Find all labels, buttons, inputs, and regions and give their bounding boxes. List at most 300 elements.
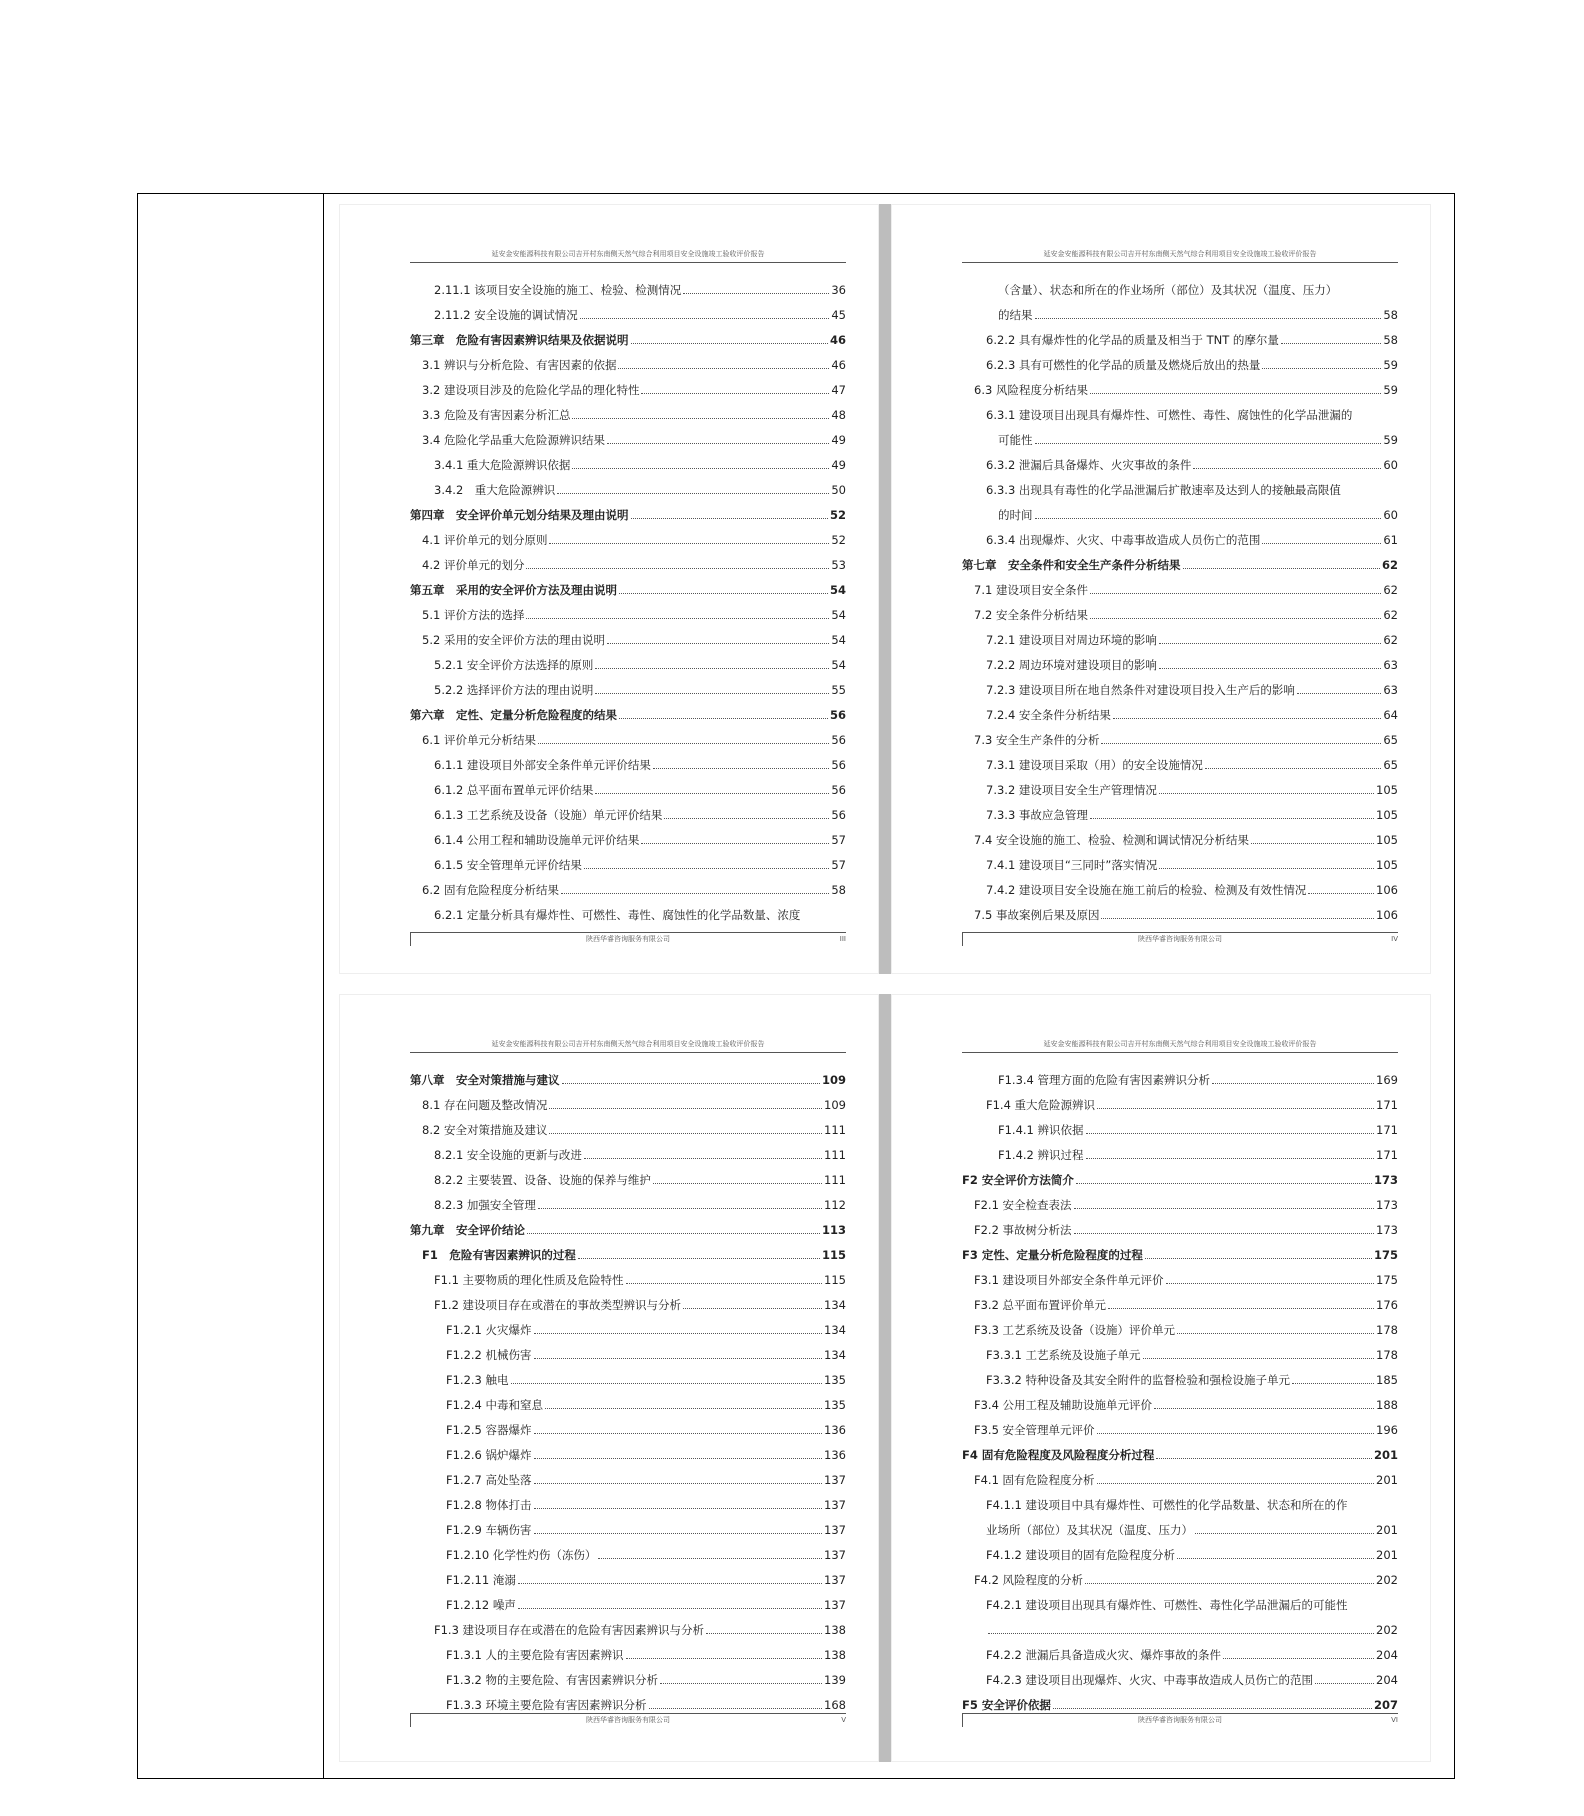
toc-entry-title: 6.3 风险程度分析结果: [974, 383, 1088, 397]
toc-entry-page: 54: [831, 608, 846, 622]
toc-entry[interactable]: [410, 447, 846, 472]
toc-entry[interactable]: [410, 1312, 846, 1337]
toc-entry-title: 可能性: [998, 433, 1033, 447]
toc-entry[interactable]: [962, 1237, 1398, 1262]
dot-leader: [626, 1283, 822, 1284]
page-number: III: [839, 935, 846, 943]
toc-entry-page: 202: [1376, 1573, 1398, 1587]
dot-leader: [1262, 368, 1381, 369]
toc-entry-title: F1.2.1 火灾爆炸: [446, 1323, 532, 1337]
toc-entry[interactable]: [410, 697, 846, 722]
toc-entry-title: F1.2.12 噪声: [446, 1598, 516, 1612]
toc-entry-title: 6.1 评价单元分析结果: [422, 733, 536, 747]
toc-entry[interactable]: [410, 1237, 846, 1262]
toc-entry[interactable]: [962, 1412, 1398, 1437]
toc-entry[interactable]: [962, 747, 1398, 772]
toc-entry-page: 173: [1376, 1223, 1398, 1237]
running-footer: [962, 932, 1398, 947]
dot-leader: [626, 1658, 823, 1659]
toc-entry[interactable]: [410, 497, 846, 522]
dot-leader: [549, 1108, 822, 1109]
toc-entry-title: F4.2.3 建设项目出现爆炸、火灾、中毒事故造成人员伤亡的范围: [986, 1673, 1314, 1687]
toc-entry-title: F2.1 安全检查表法: [974, 1198, 1072, 1212]
toc-entry-title: F3.5 安全管理单元评价: [974, 1423, 1095, 1437]
toc-entry[interactable]: [962, 572, 1398, 597]
toc-entry-title: 6.3.1 建设项目出现具有爆炸性、可燃性、毒性、腐蚀性的化学品泄漏的: [986, 408, 1353, 422]
toc-entry-page: 136: [824, 1423, 846, 1437]
toc-entry-page: 111: [824, 1148, 846, 1162]
toc-entry-title: F1.4 重大危险源辨识: [986, 1098, 1096, 1112]
dot-leader: [1195, 1533, 1374, 1534]
dot-leader: [1090, 393, 1381, 394]
toc-entry-title: 7.3.1 建设项目采取（用）的安全设施情况: [986, 758, 1203, 772]
dot-leader: [1177, 1558, 1374, 1559]
toc-entry[interactable]: [962, 497, 1398, 522]
toc-entry[interactable]: [962, 672, 1398, 697]
dot-leader: [683, 1308, 822, 1309]
toc-entry[interactable]: [410, 472, 846, 497]
dot-leader: [1090, 818, 1374, 819]
dot-leader: [1090, 593, 1381, 594]
dot-leader: [572, 468, 829, 469]
toc-entry[interactable]: [410, 1587, 846, 1612]
toc-entry[interactable]: [962, 1137, 1398, 1162]
toc-entry-title: 7.2.3 建设项目所在地自然条件对建设项目投入生产后的影响: [986, 683, 1295, 697]
footer-company: 陕西华睿咨询服务有限公司: [586, 1716, 670, 1724]
toc-entry-title: 第九章 安全评价结论: [410, 1223, 525, 1237]
toc-entry[interactable]: [962, 1512, 1398, 1537]
toc-entry[interactable]: [962, 272, 1398, 297]
toc-entry[interactable]: [410, 797, 846, 822]
toc-entry-title: 第五章 采用的安全评价方法及理由说明: [410, 583, 617, 597]
toc-page-vi: [891, 994, 1431, 1762]
dot-leader: [706, 1633, 822, 1634]
toc-entry-page: 50: [831, 483, 846, 497]
toc-entry-page: 111: [824, 1123, 846, 1137]
running-footer: [410, 1713, 846, 1728]
toc-entry-page: 204: [1376, 1648, 1398, 1662]
toc-entry-page: 175: [1376, 1273, 1398, 1287]
toc-entry[interactable]: [410, 822, 846, 847]
toc-entry[interactable]: [410, 397, 846, 422]
dot-leader: [534, 1458, 823, 1459]
dot-leader: [595, 693, 829, 694]
toc-entry[interactable]: [962, 772, 1398, 797]
dot-leader: [1097, 1433, 1374, 1434]
dot-leader: [1177, 1333, 1374, 1334]
toc-entry[interactable]: [410, 1187, 846, 1212]
toc-entry-title: 7.2.2 周边环境对建设项目的影响: [986, 658, 1157, 672]
dot-leader: [607, 443, 829, 444]
toc-entry-title: 3.3 危险及有害因素分析汇总: [422, 408, 571, 422]
dot-leader: [534, 1533, 823, 1534]
toc-entry[interactable]: [962, 1087, 1398, 1112]
toc-entry-page: 135: [824, 1373, 846, 1387]
toc-entry-title: F1.2.8 物体打击: [446, 1498, 532, 1512]
toc-entry-title: 7.3.3 事故应急管理: [986, 808, 1088, 822]
toc-entry[interactable]: [962, 1687, 1398, 1712]
toc-entry-page: 134: [824, 1298, 846, 1312]
toc-entry[interactable]: [410, 547, 846, 572]
toc-entry[interactable]: [410, 1337, 846, 1362]
toc-entry[interactable]: [962, 322, 1398, 347]
toc-entry-title: 8.1 存在问题及整改情况: [422, 1098, 548, 1112]
dot-leader: [534, 1483, 823, 1484]
toc-entry[interactable]: [962, 1487, 1398, 1512]
dot-leader: [1159, 643, 1381, 644]
toc-entry[interactable]: [410, 272, 846, 297]
dot-leader: [649, 1708, 823, 1709]
toc-entry[interactable]: [962, 1462, 1398, 1487]
toc-entry[interactable]: [962, 1262, 1398, 1287]
toc-entry-page: 171: [1376, 1148, 1398, 1162]
toc-entry-title: F4 固有危险程度及风险程度分析过程: [962, 1448, 1155, 1462]
toc-entry-title: 3.2 建设项目涉及的危险化学品的理化特性: [422, 383, 640, 397]
toc-entry[interactable]: [962, 822, 1398, 847]
toc-entry-title: 7.5 事故案例后果及原因: [974, 908, 1100, 922]
toc-list: [962, 272, 1398, 922]
dot-leader: [538, 743, 829, 744]
toc-entry[interactable]: [962, 297, 1398, 322]
toc-entry[interactable]: [962, 1287, 1398, 1312]
toc-entry-title: F1.2.7 高处坠落: [446, 1473, 532, 1487]
dot-leader: [1145, 1258, 1372, 1259]
toc-entry-title: F4.2.2 泄漏后具备造成火灾、爆炸事故的条件: [986, 1648, 1222, 1662]
toc-entry[interactable]: [410, 347, 846, 372]
dot-leader: [660, 1683, 822, 1684]
toc-entry[interactable]: [962, 1112, 1398, 1137]
toc-entry-title: 第三章 危险有害因素辨识结果及依据说明: [410, 333, 629, 347]
toc-entry-title: 7.2.1 建设项目对周边环境的影响: [986, 633, 1157, 647]
toc-entry[interactable]: [962, 797, 1398, 822]
dot-leader: [1292, 1383, 1374, 1384]
toc-entry[interactable]: [962, 1437, 1398, 1462]
toc-entry-title: F1.4.2 辨识过程: [998, 1148, 1084, 1162]
toc-entry-page: 105: [1376, 833, 1398, 847]
toc-entry[interactable]: [410, 1162, 846, 1187]
toc-entry-title: 第八章 安全对策措施与建议: [410, 1073, 560, 1087]
toc-entry[interactable]: [962, 1212, 1398, 1237]
toc-entry[interactable]: [410, 1287, 846, 1312]
dot-leader: [1159, 793, 1374, 794]
toc-entry-title: 业场所（部位）及其状况（温度、压力）: [986, 1523, 1193, 1537]
toc-entry-page: 196: [1376, 1423, 1398, 1437]
page-gutter-top: [879, 204, 891, 974]
toc-entry[interactable]: [962, 422, 1398, 447]
dot-leader: [1035, 443, 1382, 444]
dot-leader: [1315, 1683, 1374, 1684]
toc-entry-title: F2 安全评价方法简介: [962, 1173, 1074, 1187]
toc-entry-page: 58: [1383, 308, 1398, 322]
dot-leader: [653, 768, 829, 769]
toc-entry[interactable]: [410, 1487, 846, 1512]
toc-entry-title: F1.3.1 人的主要危险有害因素辨识: [446, 1648, 624, 1662]
toc-entry-title: 6.2.2 具有爆炸性的化学品的质量及相当于 TNT 的摩尔量: [986, 333, 1279, 347]
toc-entry[interactable]: [410, 1562, 846, 1587]
dot-leader: [641, 393, 829, 394]
toc-entry[interactable]: [962, 1662, 1398, 1687]
toc-entry-title: F1.2.9 车辆伤害: [446, 1523, 532, 1537]
toc-entry-title: F3.4 公用工程及辅助设施单元评价: [974, 1398, 1153, 1412]
toc-entry[interactable]: [962, 472, 1398, 497]
toc-page-iv: [891, 204, 1431, 974]
toc-entry[interactable]: [410, 1462, 846, 1487]
toc-entry[interactable]: [962, 372, 1398, 397]
page-number: IV: [1391, 935, 1398, 943]
dot-leader: [1193, 468, 1381, 469]
toc-entry-page: 58: [1383, 333, 1398, 347]
toc-entry-page: 59: [1383, 433, 1398, 447]
dot-leader: [1183, 568, 1380, 569]
toc-entry[interactable]: [962, 847, 1398, 872]
toc-entry-title: F1.2.4 中毒和窒息: [446, 1398, 544, 1412]
footer-company: 陕西华睿咨询服务有限公司: [1138, 1716, 1222, 1724]
dot-leader: [1262, 543, 1381, 544]
toc-entry-title: 5.2 采用的安全评价方法的理由说明: [422, 633, 605, 647]
toc-entry-page: 61: [1383, 533, 1398, 547]
toc-entry[interactable]: [410, 647, 846, 672]
toc-entry[interactable]: [962, 597, 1398, 622]
toc-entry-title: F1.2 建设项目存在或潜在的事故类型辨识与分析: [434, 1298, 682, 1312]
toc-entry[interactable]: [410, 522, 846, 547]
toc-entry[interactable]: [410, 1262, 846, 1287]
toc-entry[interactable]: [410, 297, 846, 322]
toc-entry[interactable]: [410, 1412, 846, 1437]
toc-entry-page: 52: [829, 508, 846, 522]
toc-entry-page: 54: [831, 633, 846, 647]
toc-entry-page: 56: [829, 708, 846, 722]
dot-leader: [1090, 618, 1381, 619]
toc-entry[interactable]: [410, 572, 846, 597]
toc-entry[interactable]: [962, 1562, 1398, 1587]
toc-entry-page: 188: [1376, 1398, 1398, 1412]
toc-entry-page: 115: [821, 1248, 846, 1262]
toc-entry-title: 5.2.2 选择评价方法的理由说明: [434, 683, 594, 697]
toc-entry[interactable]: [410, 722, 846, 747]
toc-entry-page: 46: [829, 333, 846, 347]
dot-leader: [595, 793, 829, 794]
toc-entry[interactable]: [410, 597, 846, 622]
toc-entry-title: 3.4.2 重大危险源辨识: [434, 483, 556, 497]
toc-entry[interactable]: [962, 1587, 1398, 1612]
toc-page-v: [339, 994, 879, 1762]
dot-leader: [664, 818, 829, 819]
toc-entry[interactable]: [410, 372, 846, 397]
toc-entry-title: 7.3 安全生产条件的分析: [974, 733, 1100, 747]
toc-entry[interactable]: [962, 1362, 1398, 1387]
toc-entry-page: 137: [824, 1473, 846, 1487]
page-gutter-bottom: [879, 994, 891, 1762]
dot-leader: [988, 1633, 1374, 1634]
toc-entry[interactable]: [410, 622, 846, 647]
toc-entry[interactable]: [962, 697, 1398, 722]
dot-leader: [631, 343, 828, 344]
toc-entry-page: 49: [831, 458, 846, 472]
toc-entry[interactable]: [410, 422, 846, 447]
toc-entry-page: 185: [1376, 1373, 1398, 1387]
toc-entry[interactable]: [410, 1437, 846, 1462]
toc-entry[interactable]: [410, 1062, 846, 1087]
toc-entry-page: 105: [1376, 808, 1398, 822]
dot-leader: [1281, 343, 1381, 344]
dot-leader: [631, 518, 828, 519]
toc-entry[interactable]: [962, 522, 1398, 547]
toc-entry-title: 7.2.4 安全条件分析结果: [986, 708, 1111, 722]
running-header: 延安金安能源科技有限公司吉开村东南侧天然气综合利用项目安全设施竣工验收评价报告: [410, 248, 846, 263]
toc-entry[interactable]: [962, 1187, 1398, 1212]
toc-entry-page: 135: [824, 1398, 846, 1412]
dot-leader: [534, 1358, 823, 1359]
dot-leader: [580, 318, 830, 319]
toc-entry-page: 106: [1376, 883, 1398, 897]
dot-leader: [557, 493, 829, 494]
toc-entry[interactable]: [962, 722, 1398, 747]
toc-entry-page: 171: [1376, 1123, 1398, 1137]
dot-leader: [1223, 1658, 1374, 1659]
toc-entry[interactable]: [962, 347, 1398, 372]
toc-entry[interactable]: [410, 1612, 846, 1637]
toc-entry-page: 109: [821, 1073, 846, 1087]
toc-entry[interactable]: [410, 897, 846, 922]
toc-entry-page: 134: [824, 1348, 846, 1362]
toc-entry-page: 115: [824, 1273, 846, 1287]
toc-entry-title: （含量）、状态和所在的作业场所（部位）及其状况（温度、压力）: [998, 283, 1338, 297]
toc-entry[interactable]: [410, 1537, 846, 1562]
toc-entry-page: 59: [1383, 358, 1398, 372]
toc-entry[interactable]: [962, 1387, 1398, 1412]
footer-company: 陕西华睿咨询服务有限公司: [1138, 935, 1222, 943]
toc-entry-title: 4.1 评价单元的划分原则: [422, 533, 548, 547]
toc-entry-title: 第六章 定性、定量分析危险程度的结果: [410, 708, 617, 722]
toc-entry[interactable]: [962, 1637, 1398, 1662]
dot-leader: [534, 1333, 823, 1334]
dot-leader: [1076, 1183, 1372, 1184]
toc-list: [410, 1062, 846, 1712]
toc-entry-title: 8.2.3 加强安全管理: [434, 1198, 536, 1212]
toc-entry[interactable]: [962, 397, 1398, 422]
toc-entry[interactable]: [962, 897, 1398, 922]
toc-entry-page: 207: [1373, 1698, 1398, 1712]
toc-entry-title: F3.3 工艺系统及设备（设施）评价单元: [974, 1323, 1176, 1337]
page-number: V: [841, 1716, 846, 1724]
toc-entry-page: 56: [831, 733, 846, 747]
toc-entry-title: F3.2 总平面布置评价单元: [974, 1298, 1107, 1312]
toc-entry[interactable]: [410, 1137, 846, 1162]
toc-entry[interactable]: [962, 647, 1398, 672]
toc-entry[interactable]: [410, 747, 846, 772]
toc-list: [962, 1062, 1398, 1712]
toc-entry[interactable]: [410, 1637, 846, 1662]
dot-leader: [653, 1183, 822, 1184]
dot-leader: [1154, 1408, 1374, 1409]
toc-entry[interactable]: [410, 322, 846, 347]
toc-entry[interactable]: [410, 1212, 846, 1237]
toc-entry-title: F1.2.6 锅炉爆炸: [446, 1448, 532, 1462]
toc-entry[interactable]: [962, 547, 1398, 572]
dot-leader: [1085, 1583, 1374, 1584]
toc-entry[interactable]: [410, 847, 846, 872]
toc-entry-page: 62: [1383, 608, 1398, 622]
toc-entry[interactable]: [962, 447, 1398, 472]
toc-entry-title: F1.2.5 容器爆炸: [446, 1423, 532, 1437]
toc-entry-page: 55: [831, 683, 846, 697]
dot-leader: [1074, 1233, 1374, 1234]
dot-leader: [518, 1608, 822, 1609]
dot-leader: [641, 843, 829, 844]
toc-entry[interactable]: [962, 1062, 1398, 1087]
toc-entry-title: F1.1 主要物质的理化性质及危险特性: [434, 1273, 624, 1287]
toc-entry[interactable]: [962, 872, 1398, 897]
dot-leader: [584, 1158, 822, 1159]
toc-entry-page: 62: [1381, 558, 1398, 572]
dot-leader: [1166, 1283, 1374, 1284]
toc-entry-page: 173: [1373, 1173, 1398, 1187]
dot-leader: [1086, 1158, 1375, 1159]
toc-entry-page: 45: [831, 308, 846, 322]
dot-leader: [561, 893, 829, 894]
toc-entry-title: F4.1.1 建设项目中具有爆炸性、可燃性的化学品数量、状态和所在的作: [986, 1498, 1348, 1512]
toc-entry[interactable]: [410, 1687, 846, 1712]
toc-entry[interactable]: [410, 1512, 846, 1537]
toc-entry-title: 7.3.2 建设项目安全生产管理情况: [986, 783, 1157, 797]
toc-entry[interactable]: [410, 1087, 846, 1112]
toc-entry-title: 7.4 安全设施的施工、检验、检测和调试情况分析结果: [974, 833, 1249, 847]
toc-entry[interactable]: [410, 772, 846, 797]
toc-entry-title: F4.2 风险程度的分析: [974, 1573, 1084, 1587]
toc-entry-title: 6.2.3 具有可燃性的化学品的质量及燃烧后放出的热量: [986, 358, 1261, 372]
toc-page-iii: [339, 204, 879, 974]
toc-entry-page: 63: [1383, 658, 1398, 672]
toc-entry[interactable]: [410, 672, 846, 697]
toc-entry-title: 6.1.4 公用工程和辅助设施单元评价结果: [434, 833, 640, 847]
dot-leader: [578, 1258, 820, 1259]
toc-entry-page: 175: [1373, 1248, 1398, 1262]
toc-entry[interactable]: [962, 1162, 1398, 1187]
toc-entry[interactable]: [962, 1612, 1398, 1637]
toc-entry[interactable]: [410, 1112, 846, 1137]
toc-entry-title: 7.4.1 建设项目“三同时”落实情况: [986, 858, 1158, 872]
toc-entry-page: 64: [1383, 708, 1398, 722]
toc-list: [410, 272, 846, 922]
dot-leader: [526, 568, 829, 569]
toc-entry-page: 137: [824, 1598, 846, 1612]
toc-entry-title: F4.1.2 建设项目的固有危险程度分析: [986, 1548, 1176, 1562]
toc-entry[interactable]: [410, 872, 846, 897]
toc-entry-title: 3.1 辨识与分析危险、有害因素的依据: [422, 358, 617, 372]
toc-entry[interactable]: [962, 1337, 1398, 1362]
dot-leader: [683, 293, 829, 294]
toc-entry[interactable]: [962, 1537, 1398, 1562]
toc-entry[interactable]: [962, 1312, 1398, 1337]
toc-entry-page: 47: [831, 383, 846, 397]
toc-entry-title: F1.2.10 化学性灼伤（冻伤）: [446, 1548, 597, 1562]
toc-entry-page: 106: [1376, 908, 1398, 922]
toc-entry-title: F1.3.3 环境主要危险有害因素辨识分析: [446, 1698, 647, 1712]
toc-entry[interactable]: [410, 1362, 846, 1387]
dot-leader: [518, 1583, 822, 1584]
toc-entry[interactable]: [962, 622, 1398, 647]
toc-entry-title: F1.2.2 机械伤害: [446, 1348, 532, 1362]
toc-entry-page: 137: [824, 1523, 846, 1537]
toc-entry-page: 137: [824, 1498, 846, 1512]
dot-leader: [562, 1083, 820, 1084]
toc-entry-page: 169: [1376, 1073, 1398, 1087]
toc-entry[interactable]: [410, 1662, 846, 1687]
toc-entry-title: 3.4.1 重大危险源辨识依据: [434, 458, 571, 472]
toc-entry[interactable]: [410, 1387, 846, 1412]
toc-entry-title: F4.1 固有危险程度分析: [974, 1473, 1095, 1487]
toc-entry-title: 6.1.1 建设项目外部安全条件单元评价结果: [434, 758, 651, 772]
